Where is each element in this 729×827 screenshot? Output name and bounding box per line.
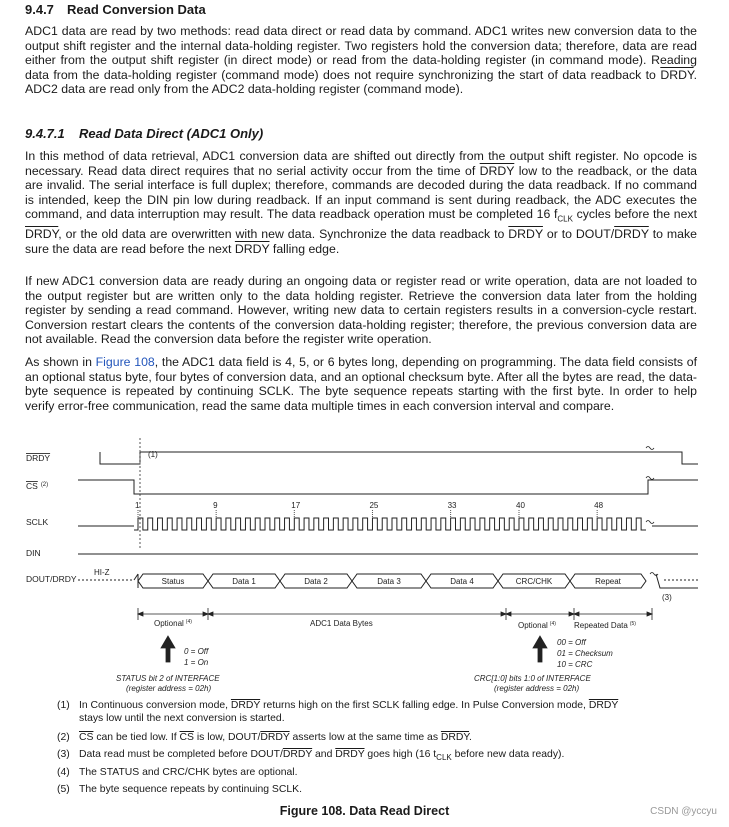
timing-diagram [0, 438, 729, 700]
subsection-number: 9.4.7.1 [25, 126, 65, 141]
subsection-heading [25, 126, 263, 141]
byte-label: Data 4 [450, 577, 474, 586]
note-3: (3) [662, 593, 672, 602]
adc-bytes-label: ADC1 Data Bytes [310, 619, 373, 628]
intro-paragraph: ADC1 data are read by two methods: read data direct or read data by command. ADC1 writes new conversion data to the output shift register and the internal data-holding register. Two registers hold the conversion data; therefore, data are read either from the output shift register (in direct mode) or read from the data-holding register (in command mode). Reading data from the data-holding register (command mode) does not require synchronizing the start of data readback to DRDY. ADC2 data are read only from the ADC2 data-holding register (command mode). [25, 24, 697, 97]
byte-label: Status [161, 577, 185, 586]
crc-code-crc: 10 = CRC [557, 660, 593, 669]
sclk-tick-label: 48 [594, 501, 604, 510]
crc-source: CRC[1:0] bits 1:0 of INTERFACE [474, 674, 591, 683]
dout-tail [656, 574, 698, 588]
watermark: CSDN @yccyu [650, 806, 717, 817]
byte-label: Data 1 [232, 577, 256, 586]
signal-drdy: DRDY [26, 453, 51, 463]
section-heading [25, 2, 206, 17]
section-title: Read Conversion Data [67, 2, 206, 17]
crc-code-off: 00 = Off [557, 638, 586, 647]
signal-cs: CS $^{(2)}$ [26, 481, 49, 491]
crc-code-checksum: 01 = Checksum [557, 649, 613, 658]
sclk-pulse-train [134, 518, 646, 530]
paragraph-holding: If new ADC1 conversion data are ready during an ongoing data or register read or write operation, data are not loaded to the output register but are written only to the data holding register. Retrieve the conversion data later from the holding register by sending a read command. However, writing new data to certain registers results in a conversion-cycle restart. Conversion restart clears the contents of the conversion data-holding register; therefore, the previous conversion data are not available. Read the conversion data before the register write operation. [25, 274, 697, 347]
footnote-2: (2) $\overline{CS}$ can be tied low. If $\overline{CS}$ is low, DOUT/DRDY asserts low at the same time as DRDY. [57, 732, 472, 743]
figure-caption: Figure 108. Data Read Direct [279, 804, 450, 818]
repeated-data-label: Repeated Data $^{(5)}$ [574, 621, 636, 630]
drdy-note: (1) [148, 450, 158, 459]
footnote-1: (1) In Continuous conversion mode, DRDY returns high on the first SCLK falling edge. In Pulse Conversion mode, DRDY stays low until the next conversion is started. [57, 700, 619, 724]
footnote-5: (5) The byte sequence repeats by continuing SCLK. [57, 784, 302, 795]
byte-label: Repeat [595, 577, 621, 586]
paragraph-direct: In this method of data retrieval, ADC1 conversion data are shifted out directly from the output shift register. No opcode is necessary. Read data direct requires that no serial activity occur from the time of DRDY low to the readback, or the data are invalid. The serial interface is full duplex; therefore, commands are decoded during the data readback. If no command is intended, keep the DIN pin low during readback. If an input command is sent during readback, the ADC executes the command, and data interruption may result. The data readback operation must be completed 16 $f_{CLK}$ cycles before the next DRDY, or the old data are overwritten with new data. Synchronize the data readback to DRDY or to DOUT/DRDY to make sure the data are read before the next DRDY falling edge. [25, 149, 697, 257]
status-source: STATUS bit 2 of INTERFACE [116, 674, 220, 683]
sclk-tick-label: 9 [213, 501, 218, 510]
byte-label: Data 3 [377, 577, 401, 586]
byte-label: Data 2 [304, 577, 328, 586]
sclk-tick-label: 17 [291, 501, 301, 510]
status-address: (register address = 02h) [126, 684, 212, 693]
sclk-tick-label: 25 [369, 501, 379, 510]
status-code-on: 1 = On [184, 658, 209, 667]
section-number: 9.4.7 [25, 2, 54, 17]
footnote-3: (3) Data read must be completed before DOUT/DRDY and DRDY goes high (16 $t_{CLK}$ before new data ready). [57, 749, 565, 763]
crc-address: (register address = 02h) [494, 684, 580, 693]
hiz-label: HI-Z [94, 568, 110, 577]
optional-status-label: Optional $^{(4)}$ [154, 619, 192, 628]
sclk-tick-label: 1 [135, 501, 140, 510]
sclk-tick-label: 33 [447, 501, 457, 510]
signal-din: DIN [26, 548, 41, 558]
footnote-4: (4) The STATUS and CRC/CHK bytes are optional. [57, 767, 298, 778]
optional-crc-label: Optional $^{(4)}$ [518, 621, 556, 630]
subsection-title: Read Data Direct (ADC1 Only) [79, 126, 264, 141]
signal-dout: DOUT/DRDY [26, 574, 77, 584]
signal-sclk: SCLK [26, 517, 49, 527]
status-code-off: 0 = Off [184, 647, 209, 656]
byte-label: CRC/CHK [515, 577, 553, 586]
sclk-tick-label: 40 [516, 501, 525, 510]
paragraph-field: As shown in Figure 108, the ADC1 data field is 4, 5, or 6 bytes long, depending on programming. The data field consists of an optional status byte, four bytes of conversion data, and an optional checksum byte. After all the bytes are read, the data-byte sequence is repeated by continuing SCLK. The byte sequence repeats starting with the first byte. In order to help verify error-free communication, read the same data multiple times in each conversion interval and compare. [25, 355, 698, 413]
